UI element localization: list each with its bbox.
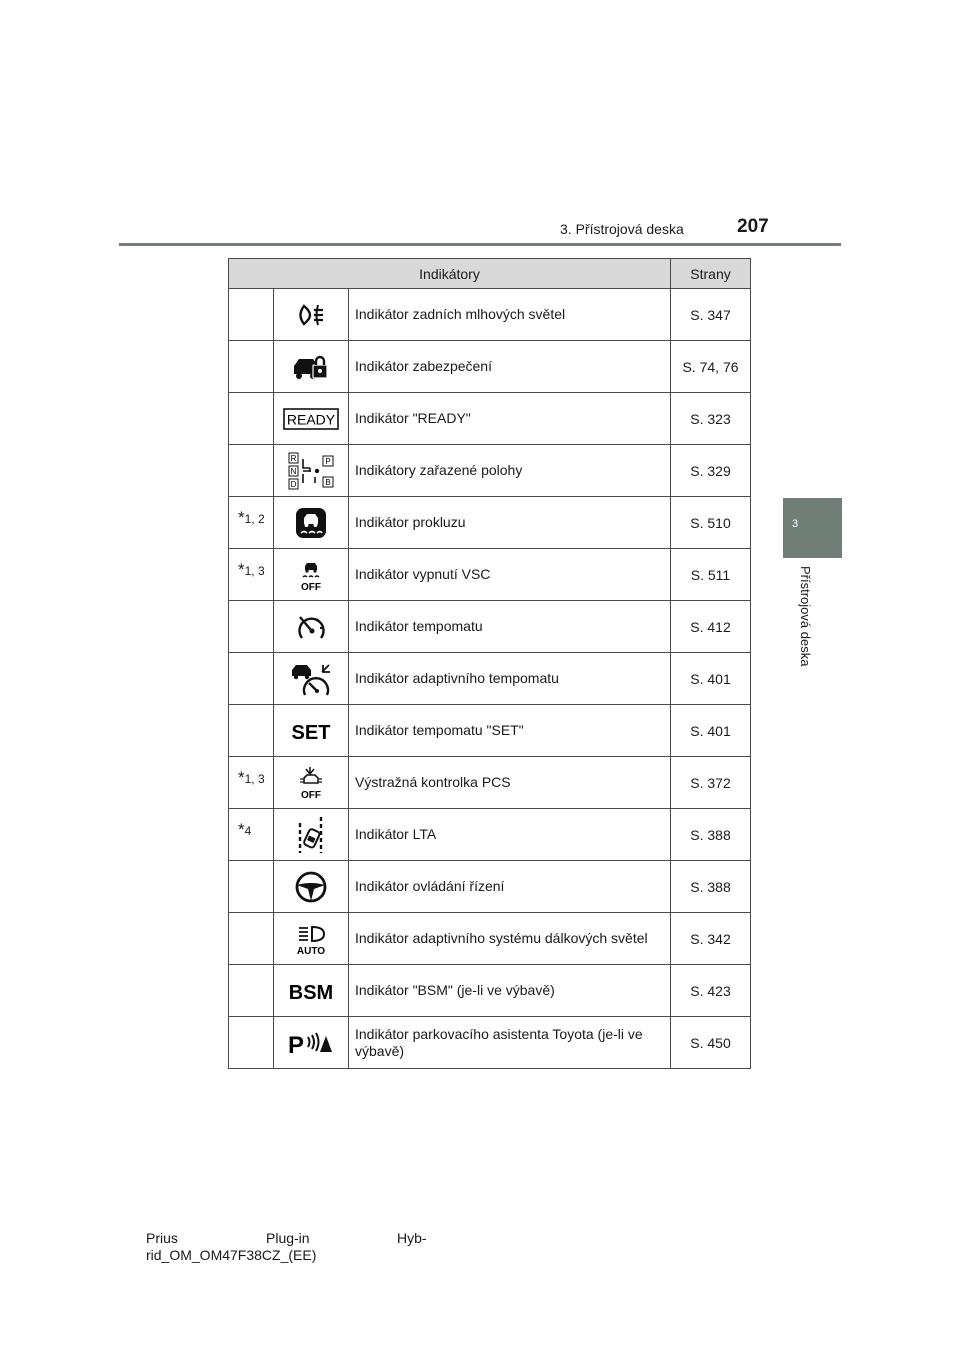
page-reference: S. 372 bbox=[671, 757, 751, 809]
indicator-description: Indikátor adaptivního tempomatu bbox=[349, 653, 671, 705]
footnote-cell bbox=[229, 965, 274, 1017]
shift-letter: B bbox=[325, 477, 331, 487]
table-row bbox=[229, 705, 751, 757]
footnote-numbers: 1, 3 bbox=[244, 772, 265, 786]
indicator-description: Indikátor zabezpečení bbox=[349, 341, 671, 393]
page-reference: S. 388 bbox=[671, 861, 751, 913]
ready-icon bbox=[274, 393, 349, 445]
footer-line: rid_OM_OM47F38CZ_(EE) bbox=[146, 1247, 317, 1263]
security-car-lock-icon bbox=[274, 341, 349, 393]
page-reference: S. 347 bbox=[671, 289, 751, 341]
footer-word: Prius bbox=[146, 1230, 178, 1246]
indicator-description: Indikátor tempomatu bbox=[349, 601, 671, 653]
table-row bbox=[229, 965, 751, 1017]
table-row bbox=[229, 393, 751, 445]
table-row bbox=[229, 653, 751, 705]
indicator-description: Indikátor "BSM" (je-li ve výbavě) bbox=[349, 965, 671, 1017]
icon-text: READY bbox=[286, 411, 336, 427]
indicator-description: Indikátor adaptivního systému dálkových světel bbox=[349, 913, 671, 965]
footnote-cell bbox=[229, 601, 274, 653]
chapter-tab-number: 3 bbox=[792, 518, 799, 530]
indicator-description: Indikátor prokluzu bbox=[349, 497, 671, 549]
indicator-description: Indikátor zadních mlhových světel bbox=[349, 289, 671, 341]
cruise-set-icon bbox=[274, 705, 349, 757]
footer-word: Plug-in bbox=[266, 1230, 310, 1246]
footnote-cell bbox=[229, 341, 274, 393]
page-reference: S. 74, 76 bbox=[671, 341, 751, 393]
table-row bbox=[229, 341, 751, 393]
header-divider bbox=[119, 243, 841, 246]
footnote-cell bbox=[229, 497, 274, 549]
pcs-off-icon bbox=[274, 757, 349, 809]
table-row bbox=[229, 601, 751, 653]
page-reference: S. 323 bbox=[671, 393, 751, 445]
table-row bbox=[229, 445, 751, 497]
indicator-description: Indikátor ovládání řízení bbox=[349, 861, 671, 913]
slip-indicator-icon bbox=[274, 497, 349, 549]
shift-letter: N bbox=[290, 466, 297, 476]
footnote-cell bbox=[229, 861, 274, 913]
header-indicators: Indikátory bbox=[229, 259, 671, 289]
footnote-marker: *1, 2 bbox=[238, 508, 265, 527]
page-reference: S. 329 bbox=[671, 445, 751, 497]
icon-text: AUTO bbox=[296, 945, 326, 956]
footer-word: Hyb- bbox=[397, 1230, 427, 1246]
lta-icon bbox=[274, 809, 349, 861]
table-row bbox=[229, 289, 751, 341]
header-pages: Strany bbox=[671, 259, 751, 289]
table-row bbox=[229, 861, 751, 913]
table-row bbox=[229, 549, 751, 601]
auto-high-beam-icon bbox=[274, 913, 349, 965]
vsc-off-icon bbox=[274, 549, 349, 601]
cruise-control-icon bbox=[274, 601, 349, 653]
indicator-description: Indikátor vypnutí VSC bbox=[349, 549, 671, 601]
page-reference: S. 342 bbox=[671, 913, 751, 965]
shift-letter: D bbox=[290, 479, 297, 489]
page-reference: S. 423 bbox=[671, 965, 751, 1017]
footnote-cell bbox=[229, 705, 274, 757]
footnote-numbers: 1, 2 bbox=[244, 512, 265, 526]
table-row bbox=[229, 809, 751, 861]
table-row bbox=[229, 757, 751, 809]
table-row bbox=[229, 1017, 751, 1069]
footnote-marker: *1, 3 bbox=[238, 768, 265, 787]
indicator-description: Indikátor "READY" bbox=[349, 393, 671, 445]
footnote-cell bbox=[229, 913, 274, 965]
page-reference: S. 401 bbox=[671, 705, 751, 757]
shift-position-icon bbox=[274, 445, 349, 497]
indicator-table bbox=[228, 258, 751, 1069]
page-reference: S. 510 bbox=[671, 497, 751, 549]
footnote-cell bbox=[229, 549, 274, 601]
page-number: 207 bbox=[737, 216, 769, 237]
footnote-marker: *1, 3 bbox=[238, 560, 265, 579]
page-reference: S. 450 bbox=[671, 1017, 751, 1069]
adaptive-cruise-control-icon bbox=[274, 653, 349, 705]
footnote-cell bbox=[229, 809, 274, 861]
icon-text: OFF bbox=[301, 789, 321, 801]
indicator-description: Výstražná kontrolka PCS bbox=[349, 757, 671, 809]
footnote-cell bbox=[229, 393, 274, 445]
indicator-description: Indikátor tempomatu "SET" bbox=[349, 705, 671, 757]
steering-control-icon bbox=[274, 861, 349, 913]
indicator-description: Indikátory zařazené polohy bbox=[349, 445, 671, 497]
page-reference: S. 401 bbox=[671, 653, 751, 705]
shift-letter: R bbox=[290, 453, 297, 463]
footnote-cell bbox=[229, 289, 274, 341]
indicator-description: Indikátor parkovacího asistenta Toyota (je-li ve výbavě) bbox=[349, 1017, 671, 1069]
parking-assist-icon bbox=[274, 1017, 349, 1069]
footnote-cell bbox=[229, 757, 274, 809]
page-reference: S. 511 bbox=[671, 549, 751, 601]
footnote-cell bbox=[229, 1017, 274, 1069]
bsm-icon bbox=[274, 965, 349, 1017]
indicator-description: Indikátor LTA bbox=[349, 809, 671, 861]
footnote-numbers: 4 bbox=[244, 824, 252, 838]
footnote-cell bbox=[229, 445, 274, 497]
page-reference: S. 388 bbox=[671, 809, 751, 861]
page-reference: S. 412 bbox=[671, 601, 751, 653]
footnote-numbers: 1, 3 bbox=[244, 564, 265, 578]
icon-text: P bbox=[288, 1031, 305, 1058]
chapter-tab-label: Přístrojová deska bbox=[798, 566, 813, 667]
icon-text: OFF bbox=[301, 581, 321, 592]
table-row bbox=[229, 497, 751, 549]
shift-letter: P bbox=[325, 456, 331, 466]
rear-fog-light-icon bbox=[274, 289, 349, 341]
table-row bbox=[229, 913, 751, 965]
section-title: 3. Přístrojová deska bbox=[560, 221, 684, 237]
footnote-marker: *4 bbox=[238, 820, 252, 839]
table-header-row bbox=[229, 259, 751, 289]
icon-text: BSM bbox=[288, 981, 334, 1003]
footnote-cell bbox=[229, 653, 274, 705]
icon-text: SET bbox=[291, 721, 331, 743]
